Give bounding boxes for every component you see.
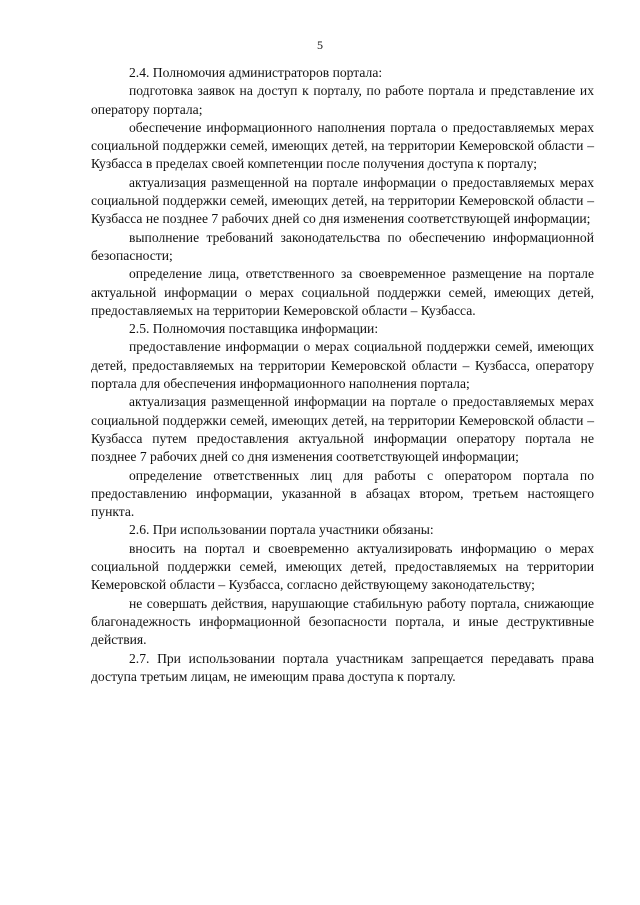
section-heading-2-5: 2.5. Полномочия поставщика информации: — [129, 321, 379, 337]
document-body — [91, 64, 594, 686]
paragraph: предоставление информации о мерах социальной поддержки семей, имеющих детей, предоставляемых на территории Кемеровской области – Кузбасса, оператору портала для обеспечения информационного наполнения портала; — [91, 339, 594, 392]
paragraph: выполнение требований законодательства по обеспечению информационной безопасности; — [91, 229, 594, 263]
paragraph: обеспечение информационного наполнения портала о предоставляемых мерах социальной поддержки семей, имеющих детей, на территории Кемеровской области – Кузбасса в пределах своей компетенции после получения доступа к порталу; — [91, 119, 594, 172]
section-heading-2-6: 2.6. При использовании портала участники обязаны: — [129, 522, 434, 538]
paragraph: определение ответственных лиц для работы с оператором портала по предоставлению информации, указанной в абзацах втором, третьем настоящего пункта. — [91, 467, 594, 520]
page-number: 5 — [317, 38, 323, 52]
paragraph: вносить на портал и своевременно актуализировать информацию о мерах социальной поддержки семей, имеющих детей, предоставляемых на территории Кемеровской области – Кузбасса, согласно действующему законодательству; — [91, 540, 594, 593]
paragraph: актуализация размещенной информации на портале о предоставляемых мерах социальной поддержки семей, имеющих детей, на территории Кемеровской области – Кузбасса путем предоставления актуальной информации оператору портала не позднее 7 рабочих дней со дня изменения соответствующей информации; — [91, 394, 594, 465]
section-paragraph-2-7: 2.7. При использовании портала участникам запрещается передавать права доступа третьим лицам, не имеющим права доступа к порталу. — [91, 650, 594, 684]
paragraph: подготовка заявок на доступ к порталу, по работе портала и представление их оператору портала; — [91, 83, 594, 117]
paragraph: не совершать действия, нарушающие стабильную работу портала, снижающие благонадежность информационной безопасности портала, и иные деструктивные действия. — [91, 595, 594, 648]
paragraph: определение лица, ответственного за своевременное размещение на портале актуальной информации о мерах социальной поддержки семей, имеющих детей, предоставляемых на территории Кемеровской области – Кузбасса. — [91, 266, 594, 318]
section-heading-2-4: 2.4. Полномочия администраторов портала: — [129, 65, 383, 80]
paragraph: актуализация размещенной на портале информации о предоставляемых мерах социальной поддержки семей, имеющих детей, на территории Кемеровской области – Кузбасса не позднее 7 рабочих дней со дня изменения соответствующей информации; — [91, 174, 594, 227]
